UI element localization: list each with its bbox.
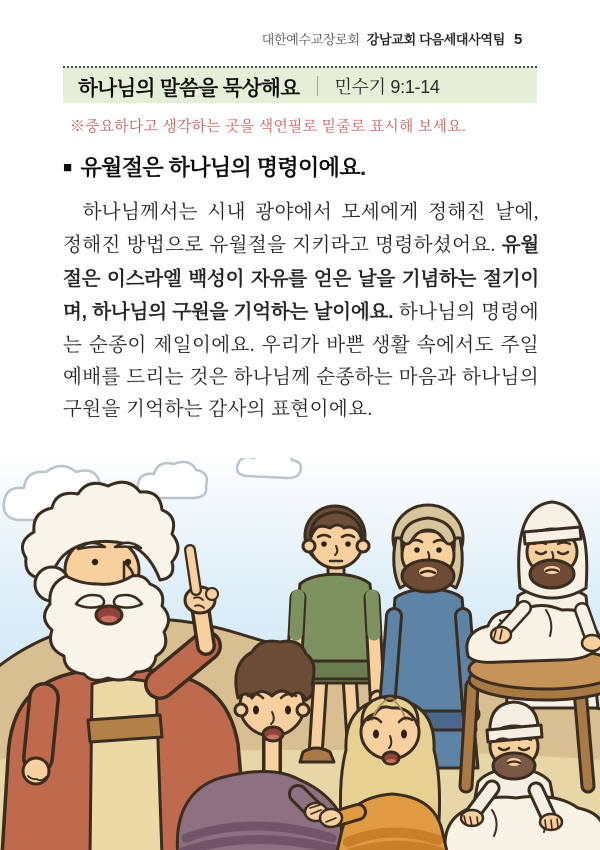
passover-illustration xyxy=(0,458,600,850)
sandal xyxy=(300,748,334,762)
section-bullet: ■ xyxy=(63,159,72,176)
section-heading xyxy=(63,151,365,182)
body-paragraph xyxy=(63,197,539,427)
title-text: 하나님의 말씀을 묵상해요 xyxy=(78,76,300,100)
page-header xyxy=(262,29,522,48)
title-divider xyxy=(317,76,318,96)
organization-name: 대한예수교장로회 xyxy=(261,32,360,47)
underline-note: ※중요하다고 생각하는 곳을 색연필로 밑줄로 표시해 보세요. xyxy=(70,119,467,135)
page-number: 5 xyxy=(513,31,522,48)
body-part2: 하나님의 명령에는 순종이 제일이에요. 우리가 바쁜 생활 속에서도 주일예배를 드리는 것은 하나님께 순종하는 마음과 하나님의 구원을 기억하는 감사의 표현이에요. xyxy=(63,302,539,421)
title-box xyxy=(63,66,537,103)
church-team-name: 강남교회 다음세대사역팀 xyxy=(366,32,505,47)
section-title: 유월절은 하나님의 명령이에요. xyxy=(80,155,366,180)
scripture-reference: 민수기 9:1-14 xyxy=(334,76,440,97)
body-emphasis: 유월절은 이스라엘 백성이 자유를 얻은 날을 기념하는 절기이며, 하나님의 구원을 기억하는 날이에요. xyxy=(63,234,539,324)
body-part1: 하나님께서는 시내 광야에서 모세에게 정해진 날에, 정해진 방법으로 유월절을 지키라고 명령하셨어요. xyxy=(63,202,539,257)
